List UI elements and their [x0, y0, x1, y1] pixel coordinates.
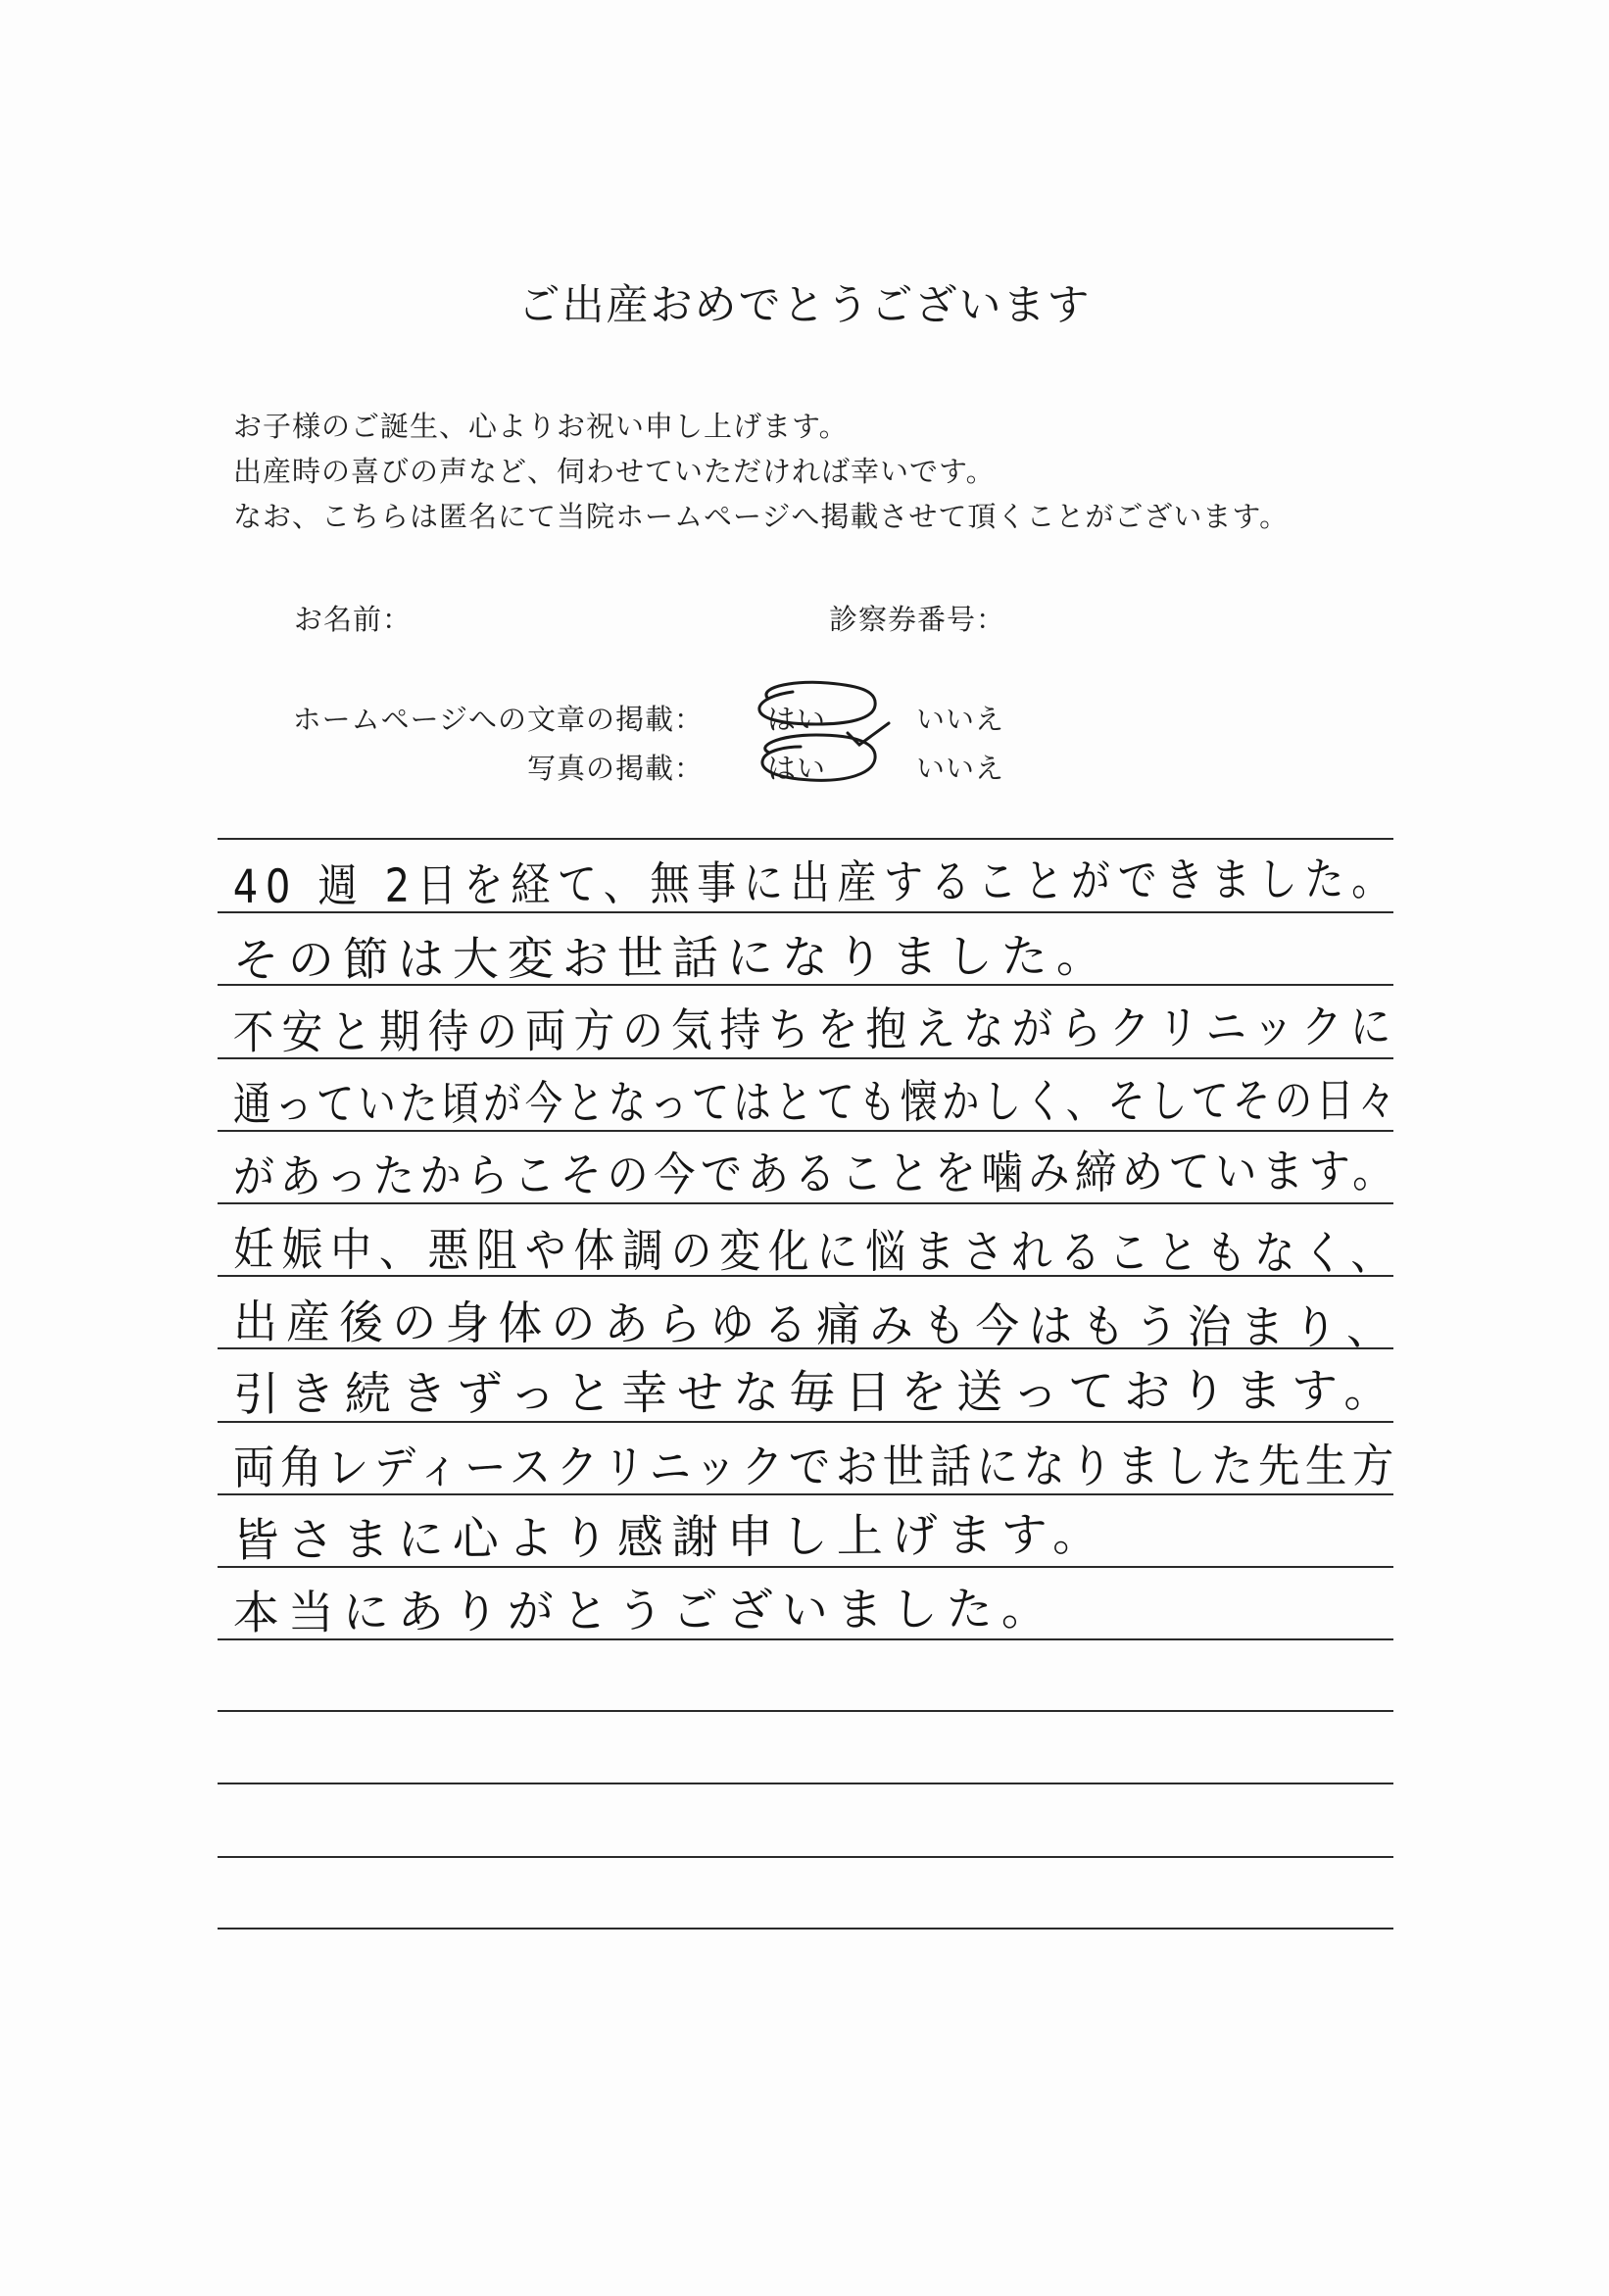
handwritten-line: があったからこその今であることを噛み締めています。 — [232, 1144, 1399, 1204]
intro-line: お子様のご誕生、心よりお祝い申し上げます。 — [233, 410, 849, 443]
handwritten-line: 通っていた頃が今となってはとても懐かしく、そしてその日々 — [232, 1073, 1400, 1132]
handwritten-line: 不安と期待の両方の気持ちを抱えながらクリニックに — [232, 1000, 1399, 1060]
handwritten-line: 皆さまに心より感謝申し上げます。 — [232, 1507, 1108, 1568]
card-number-label: 診察券番号： — [829, 603, 1006, 636]
web-text-no-option[interactable]: いいえ — [916, 703, 1005, 736]
handwritten-line: 両角レディースクリニックでお世話になりました先生方 — [232, 1439, 1399, 1495]
web-text-yes-option[interactable]: はい — [767, 703, 827, 736]
photo-yes-option[interactable]: はい — [767, 752, 827, 785]
handwritten-line: 出産後の身体のあらゆる痛みも今はもう治まり、 — [233, 1295, 1400, 1356]
handwritten-line: 引き続きずっと幸せな毎日を送っております。 — [232, 1363, 1400, 1422]
handwritten-line: 妊娠中、悪阻や体調の変化に悩まされることもなく、 — [233, 1223, 1400, 1282]
intro-line: 出産時の喜びの声など、伺わせていただければ幸いです。 — [233, 455, 996, 488]
photo-no-option[interactable]: いいえ — [916, 752, 1005, 785]
handwritten-line: その節は大変お世話になりました。 — [232, 929, 1111, 988]
intro-line: なお、こちらは匿名にて当院ホームページへ掲載させて頂くことがございます。 — [233, 500, 1290, 533]
photo-publication-label: 写真の掲載： — [526, 752, 704, 785]
name-label: お名前： — [294, 603, 413, 636]
handwritten-line: 本当にありがとうございました。 — [232, 1582, 1056, 1640]
intro-text — [233, 404, 1289, 539]
handwritten-line: 40 週 2日を経て、無事に出産することができました。 — [232, 852, 1399, 915]
web-text-publication-label: ホームページへの文章の掲載： — [292, 703, 704, 736]
form-title: ご出産おめでとうございます — [517, 281, 1092, 330]
selection-circle-mark — [730, 678, 916, 806]
